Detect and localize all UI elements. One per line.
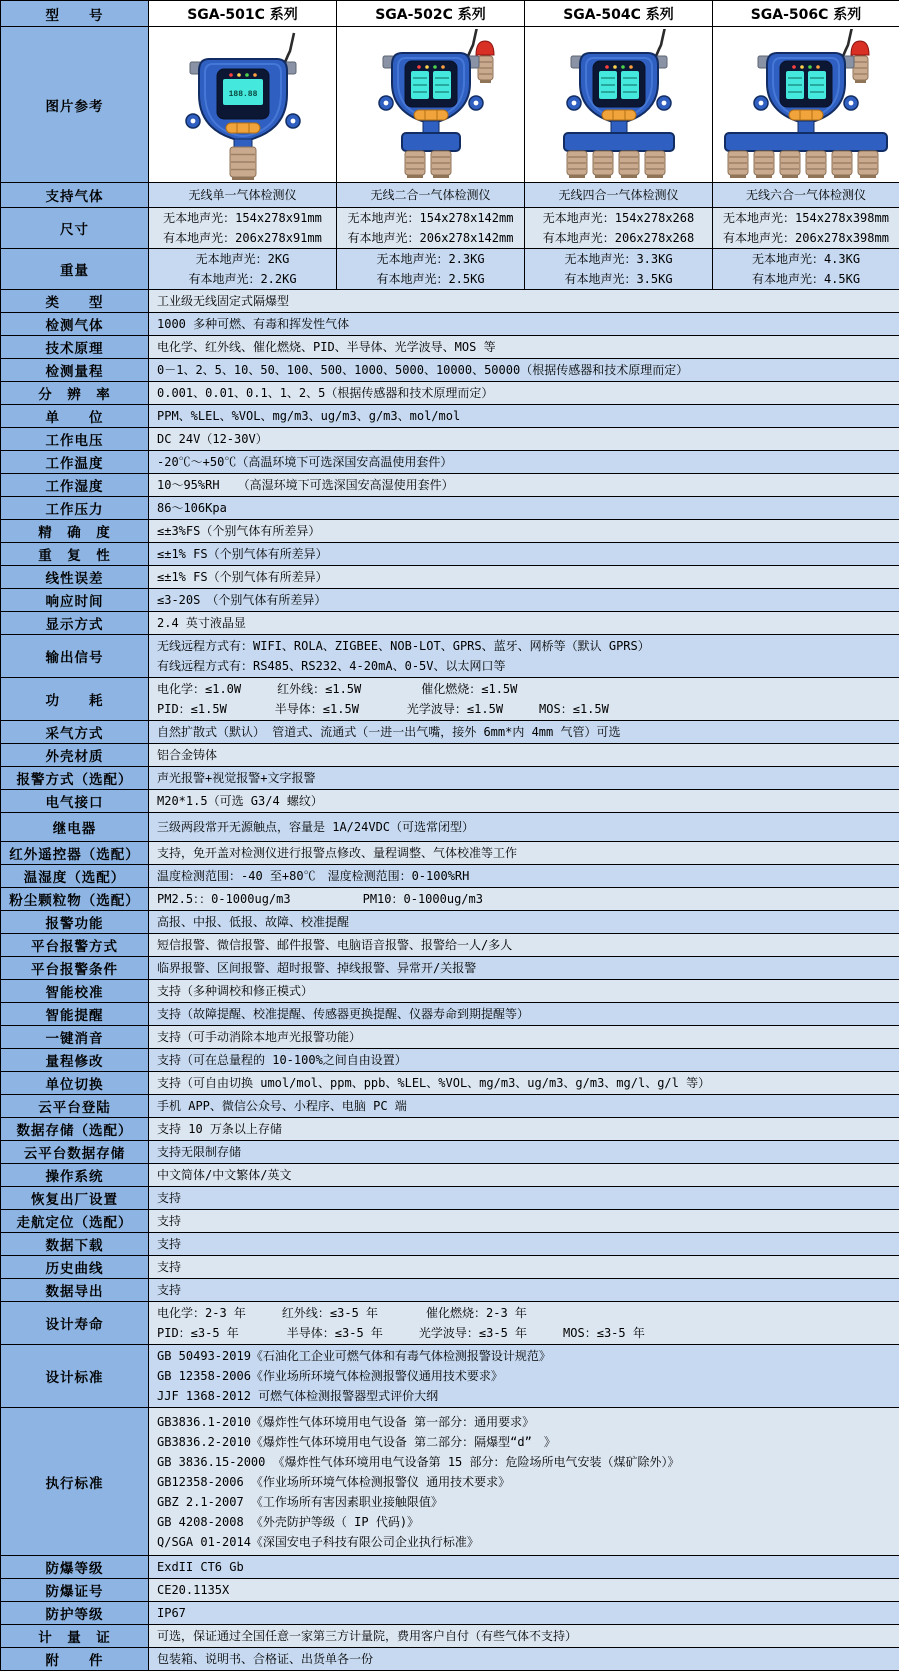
value-line: ≤3-20S （个别气体有所差异） [157, 590, 891, 610]
spec-value-cell [149, 1279, 899, 1302]
model-header: SGA-502C 系列 [337, 1, 525, 27]
value-line: 可选，保证通过全国任意一家第三方计量院，费用客户自付（有些气体不支持） [157, 1626, 891, 1646]
spec-row-label: 平台报警条件 [1, 957, 149, 980]
spec-row-label: 单 位 [1, 405, 149, 428]
spec-row-label: 防护等级 [1, 1602, 149, 1625]
value-line: 无本地声光：4.3KG [713, 249, 899, 269]
spec-value-cell [149, 1095, 899, 1118]
spec-row-label: 重 复 性 [1, 543, 149, 566]
spec-value-cell [149, 721, 899, 744]
spec-row-label: 类 型 [1, 290, 149, 313]
spec-value-cell [149, 451, 899, 474]
spec-row-label: 工作温度 [1, 451, 149, 474]
value-line: 0.001、0.01、0.1、1、2、5（根据传感器和技术原理而定） [157, 383, 891, 403]
value-line: ExdII CT6 Gb [157, 1557, 891, 1577]
model-value-cell [713, 249, 899, 290]
spec-value-cell [149, 934, 899, 957]
spec-value-cell [149, 678, 899, 721]
spec-value-cell [149, 957, 899, 980]
model-header: SGA-504C 系列 [525, 1, 713, 27]
spec-value-cell [149, 1579, 899, 1602]
spec-row-label: 计 量 证 [1, 1625, 149, 1648]
value-line: 电化学、红外线、催化燃烧、PID、半导体、光学波导、MOS 等 [157, 337, 891, 357]
value-line: 支持 [157, 1257, 891, 1277]
spec-row-label: 附 件 [1, 1648, 149, 1671]
value-line: 短信报警、微信报警、邮件报警、电脑语音报警、报警给一人/多人 [157, 935, 891, 955]
spec-row-label: 精 确 度 [1, 520, 149, 543]
value-line: PPM、%LEL、%VOL、mg/m3、ug/m3、g/m3、mol/mol [157, 406, 891, 426]
value-line: 有本地声光：2.2KG [149, 269, 336, 289]
spec-value-cell [149, 566, 899, 589]
model-value-cell [149, 249, 337, 290]
value-line: 有本地声光：206x278x268 [525, 228, 712, 248]
spec-value-cell [149, 1026, 899, 1049]
value-line: 无本地声光：154x278x91mm [149, 208, 336, 228]
value-line: 有本地声光：206x278x142mm [337, 228, 524, 248]
spec-value-cell [149, 980, 899, 1003]
value-line: 10～95%RH （高湿环境下可选深国安高湿使用套件） [157, 475, 891, 495]
spec-value-cell [149, 1003, 899, 1026]
spec-value-cell [149, 1345, 899, 1408]
spec-row-label: 工作电压 [1, 428, 149, 451]
spec-row-label: 数据导出 [1, 1279, 149, 1302]
spec-value-cell [149, 543, 899, 566]
spec-value-cell [149, 313, 899, 336]
spec-row-label: 报警功能 [1, 911, 149, 934]
model-value-cell [149, 208, 337, 249]
value-line: 支持（可自由切换 umol/mol、ppm、ppb、%LEL、%VOL、mg/m3、ug/m3、g/m3、mg/l、g/l 等） [157, 1073, 891, 1093]
model-value-cell [713, 183, 899, 208]
model-row-label: 尺寸 [1, 208, 149, 249]
value-line: -20℃～+50℃（高温环境下可选深国安高温使用套件） [157, 452, 891, 472]
svg-text:188.88: 188.88 [228, 90, 257, 99]
spec-row-label: 数据下载 [1, 1233, 149, 1256]
value-line: ≤±3%FS（个别气体有所差异） [157, 521, 891, 541]
spec-row-label: 量程修改 [1, 1049, 149, 1072]
spec-row-label: 设计标准 [1, 1345, 149, 1408]
spec-row-label: 历史曲线 [1, 1256, 149, 1279]
value-line: GB 50493-2019《石油化工企业可燃气体和有毒气体检测报警设计规范》 [157, 1346, 891, 1366]
spec-value-cell [149, 359, 899, 382]
spec-value-cell [149, 1141, 899, 1164]
value-line: 无本地声光：3.3KG [525, 249, 712, 269]
device-image-cell [337, 27, 525, 183]
spec-row-label: 电气接口 [1, 790, 149, 813]
spec-row-label: 红外遥控器（选配） [1, 842, 149, 865]
value-line: 温度检测范围：-40 至+80℃ 湿度检测范围：0-100%RH [157, 866, 891, 886]
value-line: GB12358-2006 《作业场所环境气体检测报警仪 通用技术要求》 [157, 1472, 891, 1492]
value-line: JJF 1368-2012 可燃气体检测报警器型式评价大纲 [157, 1386, 891, 1406]
spec-value-cell [149, 635, 899, 678]
value-line: 支持（可在总量程的 10-100%之间自由设置） [157, 1050, 891, 1070]
spec-value-cell [149, 612, 899, 635]
value-line: 有本地声光：206x278x398mm [713, 228, 899, 248]
wireless-2in1-gas-detector-image [337, 29, 524, 181]
model-value-cell [525, 249, 713, 290]
spec-row-label: 数据存储（选配） [1, 1118, 149, 1141]
wireless-4in1-gas-detector-image [525, 29, 712, 181]
spec-row-label: 工作压力 [1, 497, 149, 520]
spec-value-cell [149, 1233, 899, 1256]
value-line: 声光报警+视觉报警+文字报警 [157, 768, 891, 788]
spec-value-cell [149, 405, 899, 428]
spec-row-label: 智能校准 [1, 980, 149, 1003]
spec-row-label: 响应时间 [1, 589, 149, 612]
spec-row-label: 操作系统 [1, 1164, 149, 1187]
spec-value-cell [149, 1625, 899, 1648]
value-line: 支持，免开盖对检测仪进行报警点修改、量程调整、气体校准等工作 [157, 843, 891, 863]
value-line: 三级两段常开无源触点，容量是 1A/24VDC（可选常闭型） [157, 817, 891, 837]
value-line: 支持（可手动消除本地声光报警功能） [157, 1027, 891, 1047]
value-line: 自然扩散式（默认） 管道式、流通式（一进一出气嘴，接外 6mm*内 4mm 气管）可选 [157, 722, 891, 742]
value-line: 支持 10 万条以上存储 [157, 1119, 891, 1139]
value-line: 无本地声光：2KG [149, 249, 336, 269]
spec-value-cell [149, 1302, 899, 1345]
spec-value-cell [149, 428, 899, 451]
spec-value-cell [149, 888, 899, 911]
model-row-label: 重量 [1, 249, 149, 290]
value-line: 有本地声光：206x278x91mm [149, 228, 336, 248]
model-value-cell [525, 183, 713, 208]
value-line: 有本地声光：4.5KG [713, 269, 899, 289]
value-line: PID：≤1.5W 半导体：≤1.5W 光学波导：≤1.5W MOS：≤1.5W [157, 699, 891, 719]
value-line: 中文简体/中文繁体/英文 [157, 1165, 891, 1185]
spec-value-cell [149, 813, 899, 842]
value-line: 支持（故障提醒、校准提醒、传感器更换提醒、仪器寿命到期提醒等） [157, 1004, 891, 1024]
value-line: 支持 [157, 1234, 891, 1254]
spec-value-cell [149, 1072, 899, 1095]
spec-row-label: 采气方式 [1, 721, 149, 744]
spec-row-label: 防爆证号 [1, 1579, 149, 1602]
device-image-cell [713, 27, 899, 183]
value-line: 无本地声光：154x278x398mm [713, 208, 899, 228]
spec-value-cell [149, 790, 899, 813]
spec-row-label: 报警方式（选配） [1, 767, 149, 790]
spec-row-label: 一键消音 [1, 1026, 149, 1049]
spec-value-cell [149, 497, 899, 520]
value-line: GB 4208-2008 《外壳防护等级（ IP 代码)》 [157, 1512, 891, 1532]
model-value-cell [337, 249, 525, 290]
spec-row-label: 执行标准 [1, 1408, 149, 1556]
spec-row-label: 智能提醒 [1, 1003, 149, 1026]
value-line: 无线远程方式有：WIFI、ROLA、ZIGBEE、NOB-LOT、GPRS、蓝牙、网桥等（默认 GPRS） [157, 636, 891, 656]
model-value-cell [337, 208, 525, 249]
spec-value-cell [149, 336, 899, 359]
value-line: 1000 多种可燃、有毒和挥发性气体 [157, 314, 891, 334]
value-line: 支持 [157, 1188, 891, 1208]
spec-row-label: 分 辨 率 [1, 382, 149, 405]
value-line: ≤±1% FS（个别气体有所差异） [157, 544, 891, 564]
spec-row-label: 检测量程 [1, 359, 149, 382]
spec-value-cell [149, 1602, 899, 1625]
value-line: 有线远程方式有：RS485、RS232、4-20mA、0-5V、以太网口等 [157, 656, 891, 676]
value-line: 无线二合一气体检测仪 [337, 185, 524, 205]
value-line: 手机 APP、微信公众号、小程序、电脑 PC 端 [157, 1096, 891, 1116]
spec-value-cell [149, 842, 899, 865]
spec-value-cell [149, 1118, 899, 1141]
value-line: 支持 [157, 1280, 891, 1300]
spec-row-label: 检测气体 [1, 313, 149, 336]
spec-row-label: 温湿度（选配） [1, 865, 149, 888]
value-line: 支持无限制存储 [157, 1142, 891, 1162]
device-image-cell [525, 27, 713, 183]
value-line: 工业级无线固定式隔爆型 [157, 291, 891, 311]
value-line: 无线单一气体检测仪 [149, 185, 336, 205]
spec-value-cell [149, 1408, 899, 1556]
value-line: PM2.5：：0-1000ug/m3 PM10：0-1000ug/m3 [157, 889, 891, 909]
spec-row-label: 继电器 [1, 813, 149, 842]
model-value-cell [713, 208, 899, 249]
spec-row-label: 工作湿度 [1, 474, 149, 497]
value-line: 电化学：≤1.0W 红外线：≤1.5W 催化燃烧：≤1.5W [157, 679, 891, 699]
value-line: 高报、中报、低报、故障、校准提醒 [157, 912, 891, 932]
value-line: PID：≤3-5 年 半导体：≤3-5 年 光学波导：≤3-5 年 MOS：≤3-5 年 [157, 1323, 891, 1343]
value-line: 铝合金铸体 [157, 745, 891, 765]
spec-value-cell [149, 382, 899, 405]
spec-row-label: 粉尘颗粒物（选配） [1, 888, 149, 911]
value-line: IP67 [157, 1603, 891, 1623]
spec-value-cell [149, 1187, 899, 1210]
model-value-cell [337, 183, 525, 208]
value-line: 支持 [157, 1211, 891, 1231]
spec-value-cell [149, 1256, 899, 1279]
spec-row-label: 云平台数据存储 [1, 1141, 149, 1164]
value-line: 2.4 英寸液晶显 [157, 613, 891, 633]
spec-row-label: 单位切换 [1, 1072, 149, 1095]
spec-value-cell [149, 865, 899, 888]
spec-value-cell [149, 911, 899, 934]
spec-row-label: 平台报警方式 [1, 934, 149, 957]
wireless-single-gas-detector-image [149, 29, 336, 181]
spec-value-cell [149, 1164, 899, 1187]
spec-row-label: 恢复出厂设置 [1, 1187, 149, 1210]
value-line: CE20.1135X [157, 1580, 891, 1600]
value-line: 支持（多种调校和修正模式） [157, 981, 891, 1001]
value-line: 0－1、2、5、10、50、100、500、1000、5000、10000、50000（根据传感器和技术原理而定） [157, 360, 891, 380]
value-line: 电化学：2-3 年 红外线：≤3-5 年 催化燃烧：2-3 年 [157, 1303, 891, 1323]
value-line: 无本地声光：154x278x142mm [337, 208, 524, 228]
model-value-cell [525, 208, 713, 249]
value-line: DC 24V（12-30V） [157, 429, 891, 449]
value-line: 无本地声光：2.3KG [337, 249, 524, 269]
spec-table-body [1, 1, 899, 1671]
spec-row-label: 云平台登陆 [1, 1095, 149, 1118]
value-line: 临界报警、区间报警、超时报警、掉线报警、异常开/关报警 [157, 958, 891, 978]
value-line: GB3836.2-2010《爆炸性气体环境用电气设备 第二部分：隔爆型“d” 》 [157, 1432, 891, 1452]
value-line: GB 3836.15-2000 《爆炸性气体环境用电气设备第 15 部分：危险场所电气安装（煤矿除外）》 [157, 1452, 891, 1472]
model-row-label: 支持气体 [1, 183, 149, 208]
spec-value-cell [149, 1648, 899, 1671]
value-line: 无本地声光：154x278x268 [525, 208, 712, 228]
model-header: SGA-506C 系列 [713, 1, 899, 27]
value-line: GBZ 2.1-2007 《工作场所有害因素职业接触限值》 [157, 1492, 891, 1512]
spec-row-label: 外壳材质 [1, 744, 149, 767]
value-line: M20*1.5（可选 G3/4 螺纹） [157, 791, 891, 811]
value-line: 包装箱、说明书、合格证、出货单各一份 [157, 1649, 891, 1669]
spec-value-cell [149, 1556, 899, 1579]
spec-row-label: 线性误差 [1, 566, 149, 589]
spec-value-cell [149, 1049, 899, 1072]
spec-row-label: 设计寿命 [1, 1302, 149, 1345]
spec-value-cell [149, 1210, 899, 1233]
model-row-label: 型 号 [1, 1, 149, 27]
wireless-6in1-gas-detector-image [713, 29, 899, 181]
spec-row-label: 输出信号 [1, 635, 149, 678]
spec-value-cell [149, 767, 899, 790]
spec-value-cell [149, 744, 899, 767]
spec-row-label: 技术原理 [1, 336, 149, 359]
spec-value-cell [149, 474, 899, 497]
spec-row-label: 显示方式 [1, 612, 149, 635]
spec-row-label: 防爆等级 [1, 1556, 149, 1579]
value-line: GB 12358-2006《作业场所环境气体检测报警仪通用技术要求》 [157, 1366, 891, 1386]
spec-value-cell [149, 520, 899, 543]
model-header: SGA-501C 系列 [149, 1, 337, 27]
value-line: 无线四合一气体检测仪 [525, 185, 712, 205]
spec-row-label: 功 耗 [1, 678, 149, 721]
value-line: 有本地声光：2.5KG [337, 269, 524, 289]
value-line: 86～106Kpa [157, 498, 891, 518]
spec-row-label: 走航定位（选配） [1, 1210, 149, 1233]
spec-value-cell [149, 290, 899, 313]
value-line: 无线六合一气体检测仪 [713, 185, 899, 205]
model-value-cell [149, 183, 337, 208]
value-line: ≤±1% FS（个别气体有所差异） [157, 567, 891, 587]
value-line: Q/SGA 01-2014《深国安电子科技有限公司企业执行标准》 [157, 1532, 891, 1552]
device-image-cell [149, 27, 337, 183]
value-line: 有本地声光：3.5KG [525, 269, 712, 289]
image-row-label: 图片参考 [1, 27, 149, 183]
value-line: GB3836.1-2010《爆炸性气体环境用电气设备 第一部分：通用要求》 [157, 1412, 891, 1432]
spec-value-cell [149, 589, 899, 612]
